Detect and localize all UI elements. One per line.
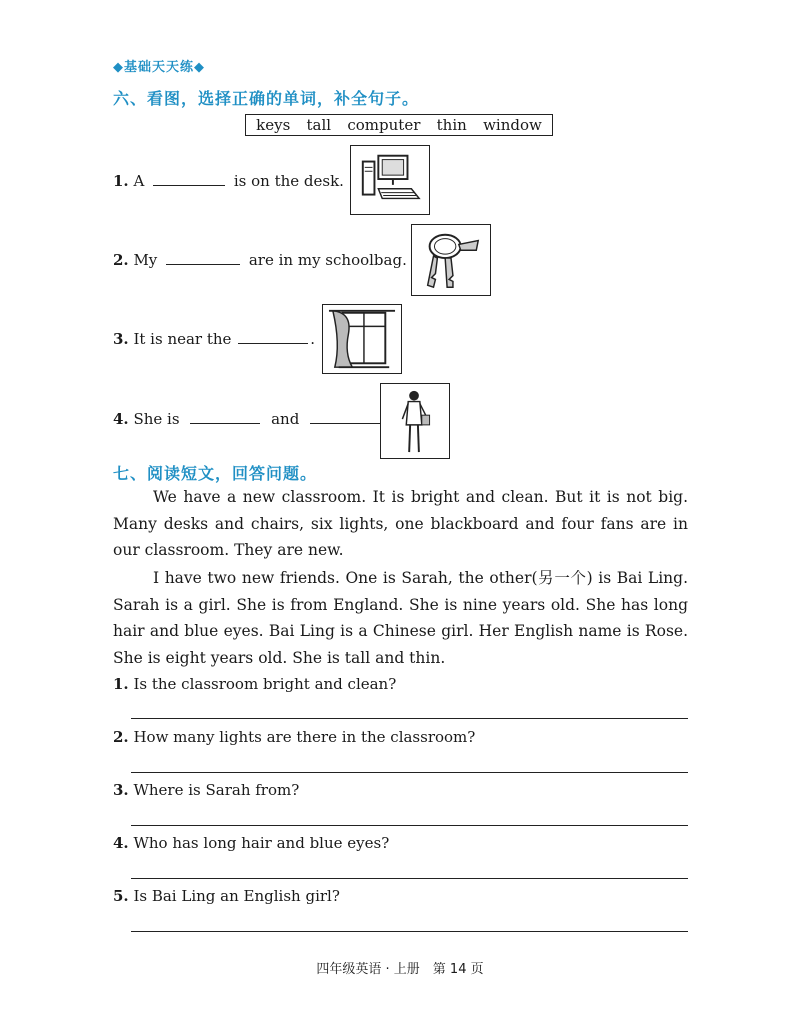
fill-question-3 [113, 330, 315, 348]
question-number: 2. [113, 728, 129, 746]
question-number: 1. [113, 172, 129, 190]
question-text: She is [133, 410, 180, 428]
question-text: How many lights are there in the classroom? [133, 728, 476, 746]
window-picture [322, 304, 402, 374]
question-number: 3. [113, 330, 129, 348]
paragraph-text: I have two new friends. One is Sarah, the other(另一个) is Bai Ling. Sarah is a girl. She is from England. She is nine years old. She has long hair and blue eyes. Bai Ling is a Chinese girl. Her English name is Rose. She is eight years old. She is tall and thin. [113, 569, 688, 667]
answer-blank[interactable] [310, 411, 380, 424]
keys-picture [411, 224, 491, 296]
word-bank-item: thin [436, 116, 467, 134]
reading-question-2 [113, 728, 475, 746]
question-text: Is the classroom bright and clean? [133, 675, 397, 693]
answer-blank[interactable] [238, 331, 308, 344]
window-icon [323, 305, 401, 373]
reading-question-1 [113, 675, 396, 693]
question-number: 3. [113, 781, 129, 799]
question-text: Where is Sarah from? [133, 781, 300, 799]
answer-line[interactable] [131, 718, 688, 719]
question-number: 5. [113, 887, 129, 905]
reading-question-3 [113, 781, 299, 799]
answer-line[interactable] [131, 878, 688, 879]
section-badge [113, 56, 205, 75]
answer-blank[interactable] [166, 252, 240, 265]
diamond-icon: ◆ [194, 60, 206, 75]
question-number: 4. [113, 410, 129, 428]
word-bank-item: window [483, 116, 542, 134]
question-text: A [133, 172, 145, 190]
question-text: are in my schoolbag. [248, 251, 407, 269]
question-number: 2. [113, 251, 129, 269]
answer-line[interactable] [131, 825, 688, 826]
question-number: 4. [113, 834, 129, 852]
girl-picture [380, 383, 450, 459]
section7-title: 七、阅读短文，回答问题。 [113, 464, 318, 483]
keys-icon [412, 225, 490, 295]
question-text: is on the desk. [233, 172, 344, 190]
answer-blank[interactable] [153, 173, 225, 186]
question-text: Who has long hair and blue eyes? [133, 834, 390, 852]
reading-paragraph-2 [113, 565, 688, 671]
reading-paragraph-1 [113, 484, 688, 564]
badge-label: 基础天天练 [124, 60, 195, 75]
word-bank-item: computer [347, 116, 421, 134]
diamond-icon: ◆ [113, 60, 124, 75]
computer-icon [351, 146, 429, 214]
reading-question-4 [113, 834, 389, 852]
section6-title: 六、看图，选择正确的单词，补全句子。 [113, 89, 420, 108]
word-bank-item: keys [256, 116, 291, 134]
question-text: My [133, 251, 158, 269]
question-text: Is Bai Ling an English girl? [133, 887, 340, 905]
answer-line[interactable] [131, 772, 688, 773]
answer-blank[interactable] [190, 411, 260, 424]
question-text: It is near the [133, 330, 232, 348]
fill-question-2 [113, 251, 407, 269]
word-bank-item: tall [306, 116, 332, 134]
paragraph-text: We have a new classroom. It is bright and clean. But it is not big. Many desks and chairs, six lights, one blackboard and four fans are in our classroom. They are new. [113, 488, 688, 559]
computer-picture [350, 145, 430, 215]
question-text: and [271, 410, 300, 428]
tall-thin-girl-icon [381, 384, 449, 458]
fill-question-4 [113, 410, 387, 428]
page-footer: 四年级英语 · 上册 第 14 页 [316, 962, 484, 977]
word-bank [245, 114, 553, 136]
reading-question-5 [113, 887, 340, 905]
answer-line[interactable] [131, 931, 688, 932]
question-text: . [310, 330, 315, 348]
fill-question-1 [113, 172, 344, 190]
question-number: 1. [113, 675, 129, 693]
